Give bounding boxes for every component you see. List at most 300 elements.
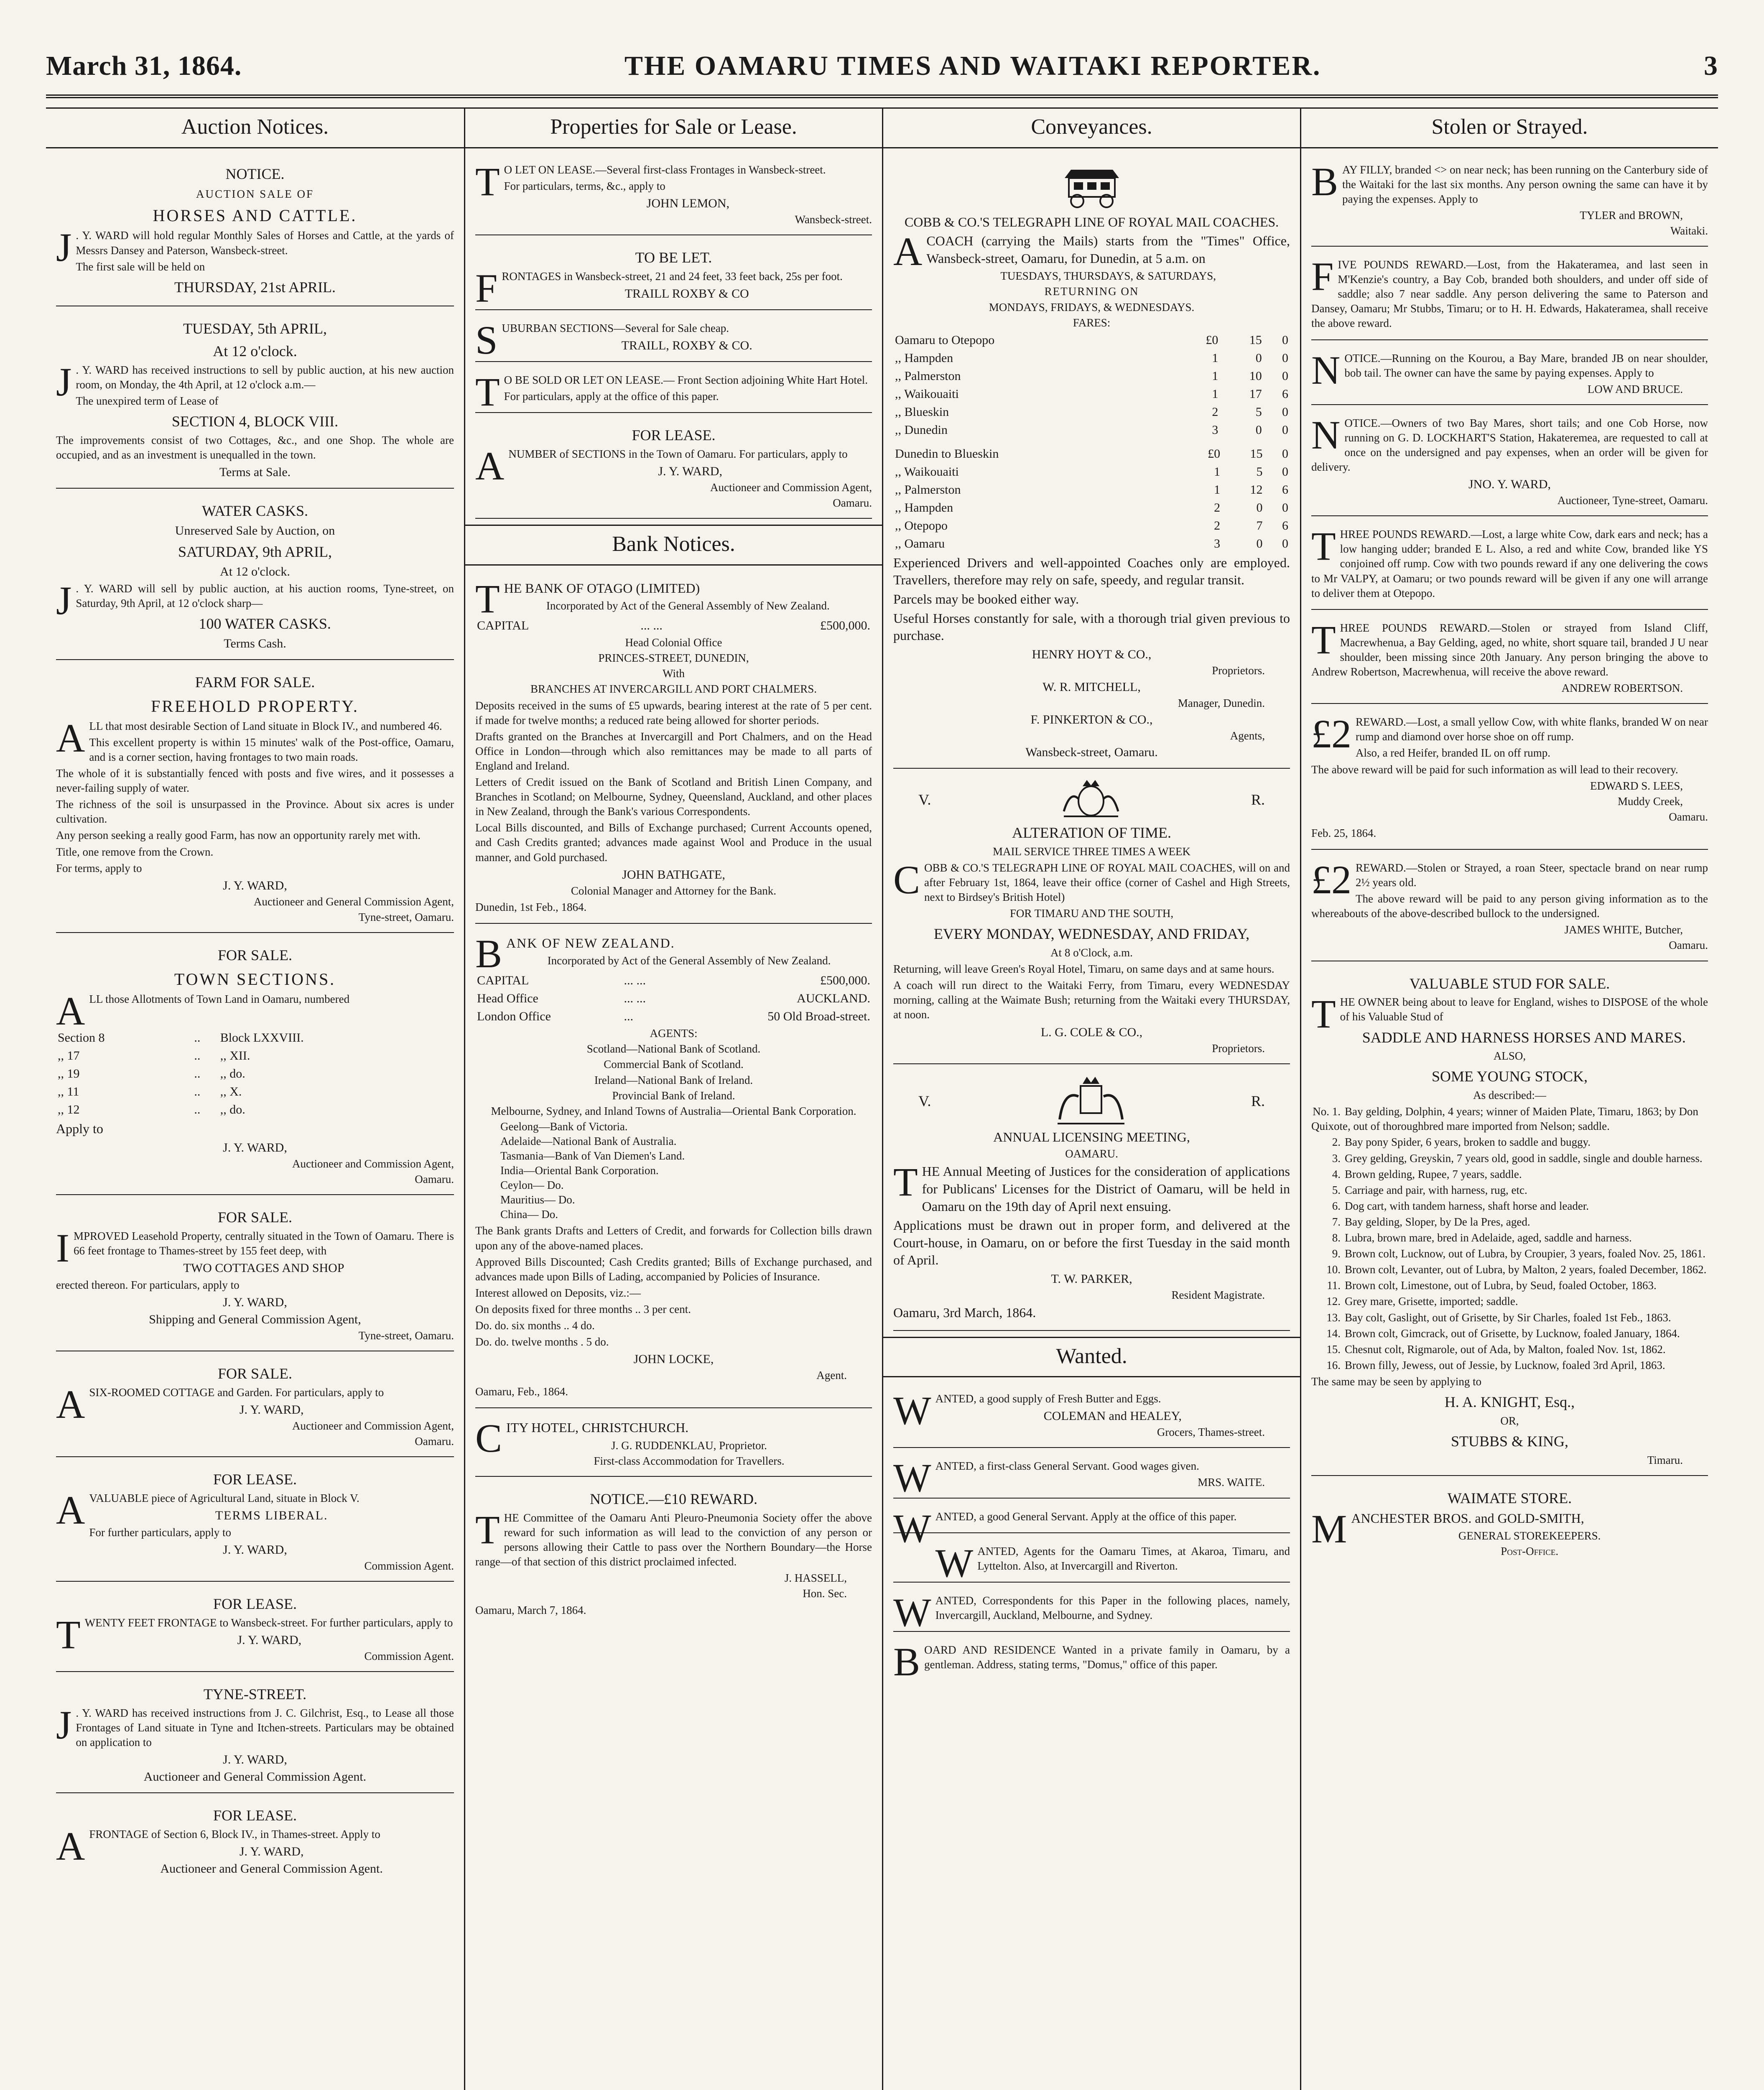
ad-alteration-of-time — [893, 775, 1290, 1064]
table-cell: 7 — [1256, 518, 1263, 533]
table-cell: 1 — [1212, 351, 1218, 365]
ad-title: WATER CASKS. — [201, 502, 308, 520]
table-cell: 3 — [1214, 536, 1221, 551]
ad-signature: Resident Magistrate. — [1171, 1288, 1265, 1301]
ad-signature: Oamaru. — [833, 497, 872, 510]
issue-date: March 31, 1864. — [46, 51, 242, 81]
list-number: 2. — [1332, 1136, 1341, 1149]
table-cell: 1 — [1214, 464, 1221, 479]
table-row — [893, 535, 1290, 553]
ad-bay-filly — [1311, 158, 1708, 247]
ad-body: Parcels may be booked either way. — [893, 591, 1079, 607]
ad-line: The unexpired term of Lease of — [76, 395, 219, 408]
ad-body: Local Bills discounted, and Bills of Exchange purchased; Current Accounts opened, and Cash Credits granted; advances made against Wool and Produce in the usual manner, and Gold purchased. — [475, 821, 872, 864]
ad-title: FOR LEASE. — [213, 1596, 297, 1613]
agent-item: Melbourne, Sydney, and Inland Towns of Australia—Oriental Bank Corporation. — [491, 1104, 857, 1117]
list-number: 4. — [1332, 1167, 1341, 1180]
ad-agricultural-lease — [56, 1463, 454, 1582]
column-auction-notices — [46, 107, 464, 2090]
drop-cap: F — [1311, 254, 1334, 299]
ad-body: . Y. WARD will sell by public auction, at his auction rooms, Tyne-street, on Saturday, 9th April, at 12 o'clock sharp— — [76, 582, 454, 610]
table-cell: ,, Hampden — [895, 500, 953, 515]
section-heading-conveyances: Conveyances. — [883, 107, 1300, 148]
ad-line: FOR TIMARU AND THE SOUTH, — [1009, 907, 1174, 920]
ad-body: Any person seeking a really good Farm, has now an opportunity rarely met with. — [56, 829, 421, 842]
ad-line: TUESDAYS, THURSDAYS, & SATURDAYS, — [1000, 270, 1216, 283]
ad-line: RETURNING ON — [1044, 285, 1139, 298]
ad-line: At 8 o'Clock, a.m. — [1050, 946, 1133, 959]
ad-signature: Auctioneer and General Commission Agent, — [253, 895, 454, 908]
drop-cap: T — [475, 1507, 500, 1552]
drop-cap: T — [1311, 617, 1336, 662]
ad-notice-kourou — [1311, 346, 1708, 405]
ad-signature: Agents, — [1230, 729, 1265, 742]
list-item — [1311, 1151, 1708, 1166]
drop-cap: T — [1311, 991, 1336, 1037]
ad-date: Oamaru, 3rd March, 1864. — [893, 1305, 1036, 1320]
table-cell: 2 — [1214, 518, 1221, 533]
table-row — [893, 403, 1290, 421]
drop-cap: J — [56, 1703, 72, 1748]
ad-body: WENTY FEET FRONTAGE to Wansbeck-street. For further particulars, apply to — [84, 1616, 453, 1629]
ad-section-6-frontage — [56, 1799, 454, 1884]
ad-annual-licensing-meeting — [893, 1070, 1290, 1331]
ad-date: Feb. 25, 1864. — [1311, 826, 1377, 839]
ad-signature: HENRY HOYT & CO., — [1032, 647, 1152, 661]
ad-body: ANTED, a first-class General Servant. Good wages given. — [935, 1460, 1199, 1473]
list-item — [1311, 1310, 1708, 1325]
coach-emblem-icon — [1056, 163, 1127, 209]
ad-signature: COLEMAN and HEALEY, — [1043, 1409, 1182, 1423]
table-cell: .. — [194, 1031, 201, 1045]
table-cell: ,, Otepopo — [895, 518, 948, 533]
drop-cap: T — [475, 369, 500, 414]
ad-body: OARD AND RESIDENCE Wanted in a private family in Oamaru, by a gentleman. Address, stating terms, "Domus," office of this paper. — [924, 1644, 1290, 1671]
table-cell: ... — [624, 1009, 634, 1024]
table-cell: 6 — [1282, 518, 1288, 533]
ad-cobb-and-co — [893, 158, 1290, 769]
ad-body: The richness of the soil is unsurpassed in the Province. About six acres is under cultivation. — [56, 798, 454, 826]
ad-town-sections — [56, 939, 454, 1195]
ad-signature: J. Y. WARD, — [239, 1845, 304, 1859]
ad-signature: Commission Agent. — [364, 1560, 454, 1573]
ad-three-pounds-gelding — [1311, 616, 1708, 704]
list-text: Lubra, brown mare, bred in Adelaide, aged, saddle and harness. — [1345, 1231, 1632, 1244]
table-row — [893, 445, 1290, 463]
ad-line: OR, — [1500, 1414, 1519, 1427]
agent-item: Geelong—Bank of Victoria. — [500, 1120, 628, 1133]
ad-signature: F. PINKERTON & CO., — [1030, 712, 1153, 726]
ad-heading: ITY HOTEL, CHRISTCHURCH. — [506, 1420, 689, 1435]
ad-signature: Timaru. — [1647, 1453, 1683, 1466]
ad-body: ANCHESTER BROS. and GOLD-SMITH, — [1351, 1510, 1584, 1526]
table-row — [56, 1101, 454, 1119]
ad-title: ANNUAL LICENSING MEETING, — [993, 1129, 1190, 1144]
list-number: 6. — [1332, 1199, 1341, 1212]
column-conveyances — [882, 107, 1300, 2090]
ad-suburban-sections — [475, 316, 872, 362]
ad-signature: Wansbeck-street, Oamaru. — [1025, 745, 1158, 759]
list-number: 15. — [1326, 1343, 1341, 1356]
table-cell: ,, Dunedin — [895, 423, 948, 437]
drop-cap: B — [893, 1639, 920, 1684]
ad-title: VALUABLE STUD FOR SALE. — [1409, 975, 1610, 992]
drop-cap: C — [893, 857, 920, 902]
ad-city-hotel — [475, 1414, 872, 1477]
list-text: Chesnut colt, Rigmarole, out of Ada, by Malton, foaled Nov. 1st, 1862. — [1345, 1343, 1666, 1356]
table-cell: 0 — [1255, 423, 1262, 437]
ad-body: Experienced Drivers and well-appointed Coaches only are employed. Travellers, therefore may rely on safe, speedy, and regular transit. — [893, 555, 1290, 588]
ad-heading: Unreserved Sale by Auction, on — [175, 524, 335, 538]
list-number: 8. — [1332, 1231, 1341, 1244]
list-text: Bay pony Spider, 6 years, broken to saddle and buggy. — [1345, 1136, 1591, 1149]
ad-wanted-butter-eggs — [893, 1387, 1290, 1448]
table-cell: 1 — [1212, 387, 1218, 401]
ad-signature: H. A. KNIGHT, Esq., — [1444, 1393, 1575, 1410]
table-cell: ... ... — [624, 991, 646, 1006]
ad-signature: J. Y. WARD, — [223, 878, 287, 892]
ad-title: FOR LEASE. — [213, 1807, 297, 1824]
ad-body: HREE POUNDS REWARD.—Stolen or strayed from Island Cliff, Macrewhenua, a Bay Gelding, aged, no white, short square tail, branded J U near shoulder, been missing since 20th January. Any person bringing the above to Andrew Robertson, Macrewhenua, will receive the above reward. — [1311, 621, 1708, 678]
list-item — [1311, 1215, 1708, 1229]
list-item — [1311, 1167, 1708, 1182]
ad-title: FOR SALE. — [217, 1365, 293, 1382]
drop-cap: W — [893, 1388, 931, 1433]
table-row — [893, 517, 1290, 535]
ad-body: Letters of Credit issued on the Bank of Scotland and British Linen Company, and Branches in Scotland; on Melbourne, Sydney, Queensland, Auckland, and other places in New Zealand, through the Bank's various Correspondents. — [475, 776, 872, 818]
list-text: Brown filly, Jewess, out of Jessie, by Lucknow, foaled 3rd April, 1863. — [1345, 1358, 1665, 1371]
table-row — [56, 1065, 454, 1083]
table-cell: 0 — [1255, 351, 1262, 365]
ad-signature: Commission Agent. — [364, 1650, 454, 1663]
ad-body: LL those Allotments of Town Land in Oamaru, numbered — [89, 992, 350, 1005]
table-cell: 5 — [1256, 464, 1263, 479]
table-cell: ,, 19 — [58, 1067, 80, 1081]
ad-body: Drafts granted on the Branches at Invercargill and Port Chalmers, and on the Head Office in London—through which also remittances may be made to all parts of England and Ireland. — [475, 730, 872, 772]
ad-signature: Shipping and General Commission Agent, — [149, 1313, 361, 1327]
ad-signature: Manager, Dunedin. — [1178, 696, 1265, 709]
ad-date: Oamaru, Feb., 1864. — [475, 1385, 568, 1398]
table-cell: ... ... — [640, 619, 663, 633]
ad-body: . Y. WARD will hold regular Monthly Sales of Horses and Cattle, at the yards of Messrs Dansey and Paterson, Wansbeck-street. — [76, 229, 454, 257]
list-number: 13. — [1326, 1311, 1341, 1324]
ad-number-of-sections — [475, 419, 872, 519]
ad-body: . Y. WARD has received instructions to sell by public auction, at his new auction room, on Monday, the 4th April, at 12 o'clock a.m.— — [76, 364, 454, 391]
table-row — [56, 1047, 454, 1065]
ad-signature: J. Y. WARD, — [223, 1543, 287, 1557]
section-heading-stolen: Stolen or Strayed. — [1301, 107, 1718, 148]
table-row — [893, 463, 1290, 481]
drop-cap: W — [893, 1590, 931, 1635]
ad-heading: COBB & CO.'S TELEGRAPH LINE OF ROYAL MAIL COACHES. — [904, 214, 1279, 229]
list-item — [1311, 1246, 1708, 1261]
fares-table-oamaru — [893, 331, 1290, 439]
ad-body: Approved Bills Discounted; Cash Credits granted; Bills of Exchange purchased, and advances made upon Bills of Lading, accompanied by Policies of Insurance. — [475, 1255, 872, 1283]
table-row — [893, 349, 1290, 367]
table-cell: ,, 12 — [58, 1103, 80, 1117]
table-row — [56, 1083, 454, 1101]
ad-waimate-store — [1311, 1482, 1708, 1567]
ad-line: As described:— — [1473, 1089, 1546, 1102]
list-item — [1311, 1294, 1708, 1309]
ad-line: With — [663, 667, 685, 680]
ad-line: BRANCHES AT INVERCARGILL AND PORT CHALMERS. — [530, 683, 817, 696]
ad-water-casks — [56, 494, 454, 660]
table-cell: 0 — [1282, 500, 1288, 515]
ad-section-4 — [56, 312, 454, 489]
ad-line: AGENTS: — [650, 1027, 698, 1040]
table-cell: CAPITAL — [477, 974, 529, 988]
drop-cap: J — [56, 359, 72, 405]
ad-to-let-on-lease — [475, 158, 872, 235]
table-cell: 1 — [1214, 482, 1221, 497]
ad-signature: Grocers, Thames-street. — [1157, 1426, 1265, 1439]
ad-heading: TUESDAY, 5th APRIL, — [183, 320, 327, 337]
ad-body: The improvements consist of two Cottages, &c., and one Shop. The whole are occupied, and as an investment is unequalled in the town. — [56, 434, 454, 461]
ad-signature: ANDREW ROBERTSON. — [1561, 682, 1683, 695]
table-cell: £500,000. — [820, 619, 870, 633]
ad-body: Useful Horses constantly for sale, with a thorough trial given previous to purchase. — [893, 610, 1290, 643]
ad-body: LL that most desirable Section of Land situate in Block IV., and numbered 46. — [89, 719, 442, 732]
capital-table — [475, 617, 872, 635]
ad-line: Apply to — [56, 1121, 103, 1137]
ad-signature: J. Y. WARD, — [239, 1403, 304, 1417]
ad-line: GENERAL STOREKEEPERS. — [1458, 1529, 1601, 1542]
table-cell: Dunedin to Blueskin — [895, 446, 999, 461]
drop-cap: T — [475, 159, 500, 204]
ad-body: The whole of it is substantially fenced with posts and five wires, and it possesses a never-failing supply of water. — [56, 767, 454, 795]
ad-signature: EDWARD S. LEES, — [1590, 779, 1683, 792]
agent-item: Provincial Bank of Ireland. — [612, 1089, 735, 1102]
ad-signature: Oamaru. — [415, 1172, 454, 1185]
table-cell: ,, Hampden — [895, 351, 953, 365]
table-cell: ,, Palmerston — [895, 369, 961, 383]
table-cell: ,, do. — [220, 1067, 245, 1081]
ad-title: FOR SALE. — [217, 946, 293, 963]
table-cell: ... ... — [624, 974, 646, 988]
ad-signature: TRAILL ROXBY & CO — [625, 286, 749, 301]
crest-letter-r: R. — [1251, 791, 1265, 808]
drop-cap: A — [56, 715, 85, 760]
drop-cap: J — [56, 578, 72, 623]
drop-cap: S — [475, 317, 498, 362]
drop-cap: C — [475, 1416, 502, 1461]
ad-heading: At 12 o'clock. — [220, 565, 290, 579]
ad-to-be-let — [475, 241, 872, 310]
royal-arms-icon — [1051, 1073, 1131, 1128]
section-heading-wanted: Wanted. — [883, 1337, 1300, 1378]
ad-line: For particulars, apply at the office of this paper. — [504, 390, 719, 403]
ad-valuable-stud — [1311, 967, 1708, 1476]
list-item — [1311, 1135, 1708, 1150]
agent-item: China— Do. — [500, 1208, 558, 1221]
ad-signature: Agent. — [816, 1369, 847, 1382]
table-cell: 0 — [1282, 464, 1288, 479]
table-cell: £0 — [1206, 333, 1218, 347]
drop-cap: A — [56, 1488, 85, 1533]
ad-signature: Waitaki. — [1670, 224, 1708, 237]
drop-cap: N — [1311, 347, 1341, 393]
ad-body: O LET ON LEASE.—Several first-class Frontages in Wansbeck-street. — [504, 163, 826, 176]
ad-signature: Auctioneer and Commission Agent, — [292, 1157, 454, 1170]
ad-line: Do. do. twelve months . 5 do. — [475, 1336, 609, 1348]
ad-line: First-class Accommodation for Travellers. — [594, 1455, 785, 1468]
table-cell: £500,000. — [820, 974, 870, 988]
ad-signature: JOHN LOCKE, — [633, 1352, 714, 1366]
ad-body: RONTAGES in Wansbeck-street, 21 and 24 feet, 33 feet back, 25s per foot. — [502, 270, 843, 283]
list-item — [1311, 1262, 1708, 1277]
list-item — [1311, 1231, 1708, 1245]
ad-twenty-feet-frontage — [56, 1588, 454, 1672]
table-row — [475, 971, 872, 989]
table-cell: 0 — [1282, 351, 1288, 365]
ad-signature: JNO. Y. WARD, — [1468, 477, 1551, 492]
ad-body: Deposits received in the sums of £5 upwards, bearing interest at the rate of 5 per cent. if made for twelve months; a reduced rate being allowed for shorter periods. — [475, 699, 872, 726]
drop-cap: W — [935, 1540, 974, 1585]
table-cell: 0 — [1282, 536, 1288, 551]
ad-notice-bay-mares — [1311, 411, 1708, 516]
table-cell: ,, Waikouaiti — [895, 464, 959, 479]
table-cell: Section 8 — [58, 1031, 105, 1045]
ad-body: HE Committee of the Oamaru Anti Pleuro-Pneumonia Society offer the above reward for such information as will lead to the conviction of any person or persons allowing their Cattle to pass over the Northern Boundary—the Horse range—of that section of this district proclaimed infected. — [475, 1511, 872, 1568]
table-row — [475, 617, 872, 635]
drop-cap: F — [475, 265, 498, 311]
table-cell: 12 — [1250, 482, 1263, 497]
ad-five-pounds-reward — [1311, 252, 1708, 340]
ad-title: FOR LEASE. — [213, 1471, 297, 1488]
newspaper-title: THE OAMARU TIMES AND WAITAKI REPORTER. — [624, 51, 1321, 81]
ad-body: Applications must be drawn out in proper form, and delivered at the Court-house, in Oamaru, on or before the first Tuesday in the said month of April. — [893, 1218, 1290, 1268]
table-row — [56, 1029, 454, 1047]
ad-signature: MRS. WAITE. — [1198, 1476, 1265, 1489]
table-cell: Oamaru to Otepopo — [895, 333, 995, 347]
ad-body: MPROVED Leasehold Property, centrally situated in the Town of Oamaru. There is 66 feet frontage to Thames-street by 155 feet deep, with — [73, 1229, 454, 1257]
ad-title: FARM FOR SALE. — [195, 674, 315, 691]
drop-cap: W — [893, 1506, 931, 1551]
ad-terms: Terms Cash. — [224, 637, 286, 650]
bank-offices-table — [475, 971, 872, 1025]
ad-body: A coach will run direct to the Waitaki Ferry, from Timaru, every WEDNESDAY morning, calling at the Waimate Bush; returning from the Waitaki every THURSDAY, at noon. — [893, 979, 1290, 1021]
ad-body: OBB & CO.'S TELEGRAPH LINE OF ROYAL MAIL COACHES, will on and after February 1st, 1864, leave their office (corner of Cashel and High Streets, next to Birdsey's British Hotel) — [924, 861, 1290, 904]
table-cell: ,, Oamaru — [895, 536, 945, 551]
ad-improved-leasehold — [56, 1201, 454, 1351]
ad-body: ANTED, Correspondents for this Paper in the following places, namely, Invercargill, Auckland, Melbourne, and Sydney. — [935, 1594, 1290, 1621]
ad-line: ALSO, — [1493, 1050, 1526, 1063]
ad-heading: TOWN SECTIONS. — [174, 969, 336, 989]
list-text: Bay gelding, Dolphin, 4 years; winner of Maiden Plate, Timaru, 1863; by Don Quixote, out of thoroughbred mare imported from Nelson; saddle. — [1311, 1105, 1698, 1133]
table-cell: ,, X. — [220, 1085, 242, 1099]
ad-bank-of-otago — [475, 575, 872, 924]
ad-wanted-correspondents — [893, 1588, 1290, 1635]
ad-subtitle: AUCTION SALE OF — [196, 188, 314, 201]
table-cell: .. — [194, 1067, 201, 1081]
table-cell: Head Office — [477, 991, 538, 1006]
list-text: Brown colt, Limestone, out of Lubra, by Seud, foaled October, 1863. — [1345, 1279, 1657, 1292]
ad-body: . Y. WARD has received instructions from J. C. Gilchrist, Esq., to Lease all those Frontages of Land situate in Tyne and Itchen-streets. Particulars may be obtained on application to — [76, 1707, 454, 1749]
section-heading-properties: Properties for Sale or Lease. — [465, 107, 882, 148]
drop-cap: T — [1311, 524, 1336, 569]
ad-heading: SATURDAY, 9th APRIL, — [178, 543, 332, 561]
drop-cap: W — [893, 1455, 931, 1501]
list-text: Grey mare, Grisette, imported; saddle. — [1345, 1295, 1518, 1308]
ad-heading: At 12 o'clock. — [213, 343, 297, 360]
agent-item: Mauritius— Do. — [500, 1193, 575, 1206]
drop-cap: T — [893, 1160, 918, 1205]
list-number: 10. — [1326, 1263, 1341, 1276]
list-item — [1311, 1183, 1708, 1198]
ad-heading: TWO COTTAGES AND SHOP — [183, 1261, 344, 1275]
list-number: 11. — [1327, 1279, 1341, 1292]
ad-body: For terms, apply to — [56, 861, 142, 874]
table-cell: 17 — [1249, 387, 1262, 401]
ad-heading: HORSES AND CATTLE. — [153, 206, 357, 225]
table-cell: London Office — [477, 1009, 551, 1024]
ad-body: NUMBER of SECTIONS in the Town of Oamaru. For particulars, apply to — [508, 447, 848, 460]
table-cell: .. — [194, 1049, 201, 1063]
fares-table-dunedin — [893, 445, 1290, 553]
ad-wanted-general-servant — [893, 1504, 1290, 1551]
ad-line: PRINCES-STREET, DUNEDIN, — [598, 652, 749, 665]
agent-item: Ceylon— Do. — [500, 1179, 564, 1192]
agent-item: Adelaide—National Bank of Australia. — [500, 1134, 677, 1147]
drop-cap: A — [893, 229, 923, 274]
ad-body: Returning, will leave Green's Royal Hotel, Timaru, on same days and at same hours. — [893, 963, 1275, 976]
ad-signature: T. W. PARKER, — [1051, 1272, 1132, 1286]
table-cell: 2 — [1212, 405, 1218, 419]
ad-line: Incorporated by Act of the General Assembly of New Zealand. — [546, 599, 830, 612]
table-cell: ,, XII. — [220, 1049, 250, 1063]
drop-cap: A — [475, 443, 505, 488]
ad-title: FOR LEASE. — [632, 427, 716, 444]
crest-letter-v: V. — [918, 1093, 931, 1110]
ad-wanted-agents — [893, 1539, 1290, 1583]
ad-line: erected thereon. For particulars, apply to — [56, 1278, 240, 1291]
table-cell: ,, Palmerston — [895, 482, 961, 497]
ad-three-pounds-cow — [1311, 522, 1708, 609]
ad-bank-of-new-zealand — [475, 930, 872, 1409]
table-cell: 5 — [1255, 405, 1262, 419]
list-text: Carriage and pair, with harness, rug, etc. — [1345, 1183, 1527, 1196]
table-cell: 0 — [1256, 500, 1263, 515]
agent-item: Commercial Bank of Scotland. — [604, 1058, 744, 1071]
list-text: Grey gelding, Greyskin, 7 years old, good in saddle, single and double harness. — [1345, 1152, 1703, 1165]
agent-item: India—Oriental Bank Corporation. — [500, 1164, 659, 1177]
table-cell: 1 — [1212, 369, 1218, 383]
ad-body: ANTED, Agents for the Oamaru Times, at Akaroa, Timaru, and Lyttelton. Also, at Invercargill and Riverton. — [977, 1545, 1290, 1572]
ad-line: Head Colonial Office — [625, 636, 722, 649]
drop-cap: M — [1311, 1506, 1347, 1551]
ad-signature: Auctioneer and General Commission Agent. — [143, 1770, 367, 1784]
table-cell: 0 — [1282, 333, 1288, 347]
ad-line: Do. do. six months .. 4 do. — [475, 1319, 595, 1332]
list-item — [1311, 1278, 1708, 1293]
ad-signature: Proprietors. — [1212, 1042, 1265, 1055]
ad-date: THURSDAY, 21st APRIL. — [174, 278, 336, 296]
agent-item: Ireland—National Bank of Ireland. — [594, 1073, 753, 1086]
list-number: 5. — [1332, 1183, 1341, 1196]
ad-signature: J. Y. WARD, — [223, 1295, 287, 1310]
ad-title: TYNE-STREET. — [203, 1686, 307, 1703]
table-row — [893, 499, 1290, 517]
table-row — [475, 1007, 872, 1025]
ad-signature: Oamaru. — [1669, 939, 1708, 952]
masthead-rule — [46, 94, 1718, 98]
ad-signature: J. Y. WARD, — [223, 1140, 287, 1155]
ad-body: OTICE.—Owners of two Bay Mares, short tails; and one Cob Horse, now running on G. D. LOCKHART'S Station, Hakateremea, are requested to call at once on the undersigned and pay expenses, when an order will be given for delivery. — [1311, 416, 1708, 474]
ad-body: Also, a red Heifer, branded IL on off rump. — [1356, 747, 1551, 760]
ad-signature: Oamaru. — [1669, 810, 1708, 823]
ad-signature: L. G. COLE & CO., — [1040, 1025, 1143, 1039]
